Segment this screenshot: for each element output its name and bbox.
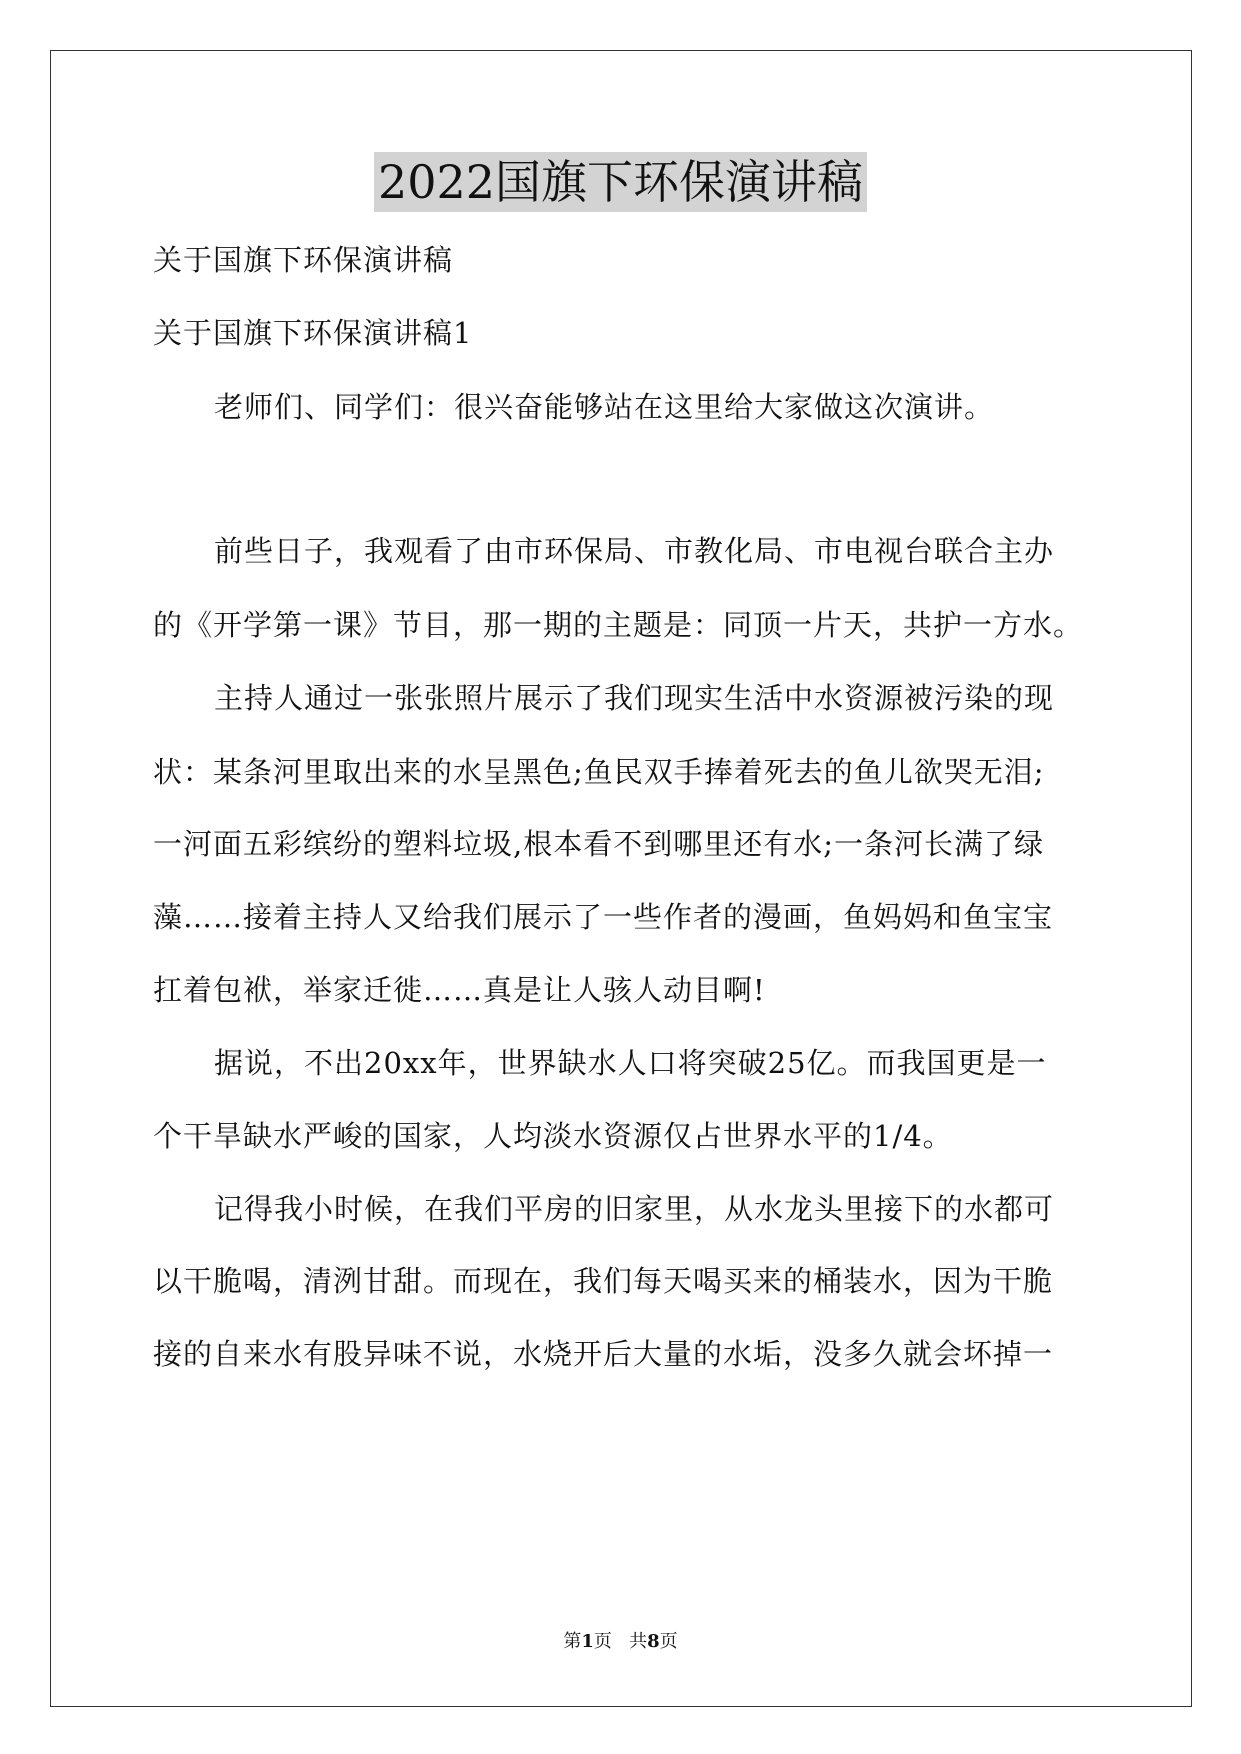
document-title-text: 2022国旗下环保演讲稿 — [374, 152, 867, 212]
paragraph-line: 个干旱缺水严峻的国家，人均淡水资源仅占世界水平的1/4。 — [153, 1119, 953, 1153]
paragraph-line: 记得我小时候，在我们平房的旧家里，从水龙头里接下的水都可 — [214, 1192, 1055, 1226]
page-footer — [0, 1630, 1241, 1654]
footer-page-suffix: 页 — [593, 1631, 612, 1652]
paragraph-line: 接的自来水有股异味不说，水烧开后大量的水垢，没多久就会坏掉一 — [153, 1337, 1054, 1371]
paragraph-line: 一河面五彩缤纷的塑料垃圾,根本看不到哪里还有水;一条河长满了绿 — [153, 827, 1044, 861]
paragraph-line: 据说，不出20xx年，世界缺水人口将突破25亿。而我国更是一 — [214, 1046, 1047, 1080]
paragraph-line: 老师们、同学们：很兴奋能够站在这里给大家做这次演讲。 — [214, 390, 995, 424]
footer-current-page: 1 — [581, 1631, 594, 1652]
footer-total-suffix: 页 — [659, 1631, 678, 1652]
document-subtitle: 关于国旗下环保演讲稿 — [153, 243, 454, 277]
paragraph-line: 藻……接着主持人又给我们展示了一些作者的漫画，鱼妈妈和鱼宝宝 — [153, 900, 1054, 934]
paragraph-line: 主持人通过一张张照片展示了我们现实生活中水资源被污染的现 — [214, 681, 1055, 715]
paragraph-line: 扛着包袱，举家迁徙……真是让人骇人动目啊! — [153, 973, 766, 1007]
page-border — [50, 50, 1192, 1707]
footer-total-pages: 8 — [647, 1631, 660, 1652]
footer-prefix: 第 — [563, 1631, 582, 1652]
paragraph-line: 状：某条河里取出来的水呈黑色;鱼民双手捧着死去的鱼儿欲哭无泪; — [153, 755, 1045, 789]
footer-total-prefix: 共 — [629, 1631, 648, 1652]
section-heading: 关于国旗下环保演讲稿1 — [153, 316, 473, 350]
document-title — [0, 152, 1241, 212]
paragraph-line: 的《开学第一课》节目，那一期的主题是：同顶一片天，共护一方水。 — [153, 608, 1084, 642]
paragraph-line: 前些日子，我观看了由市环保局、市教化局、市电视台联合主办 — [214, 534, 1055, 568]
paragraph-line: 以干脆喝，清洌甘甜。而现在，我们每天喝买来的桶装水，因为干脆 — [153, 1264, 1054, 1298]
